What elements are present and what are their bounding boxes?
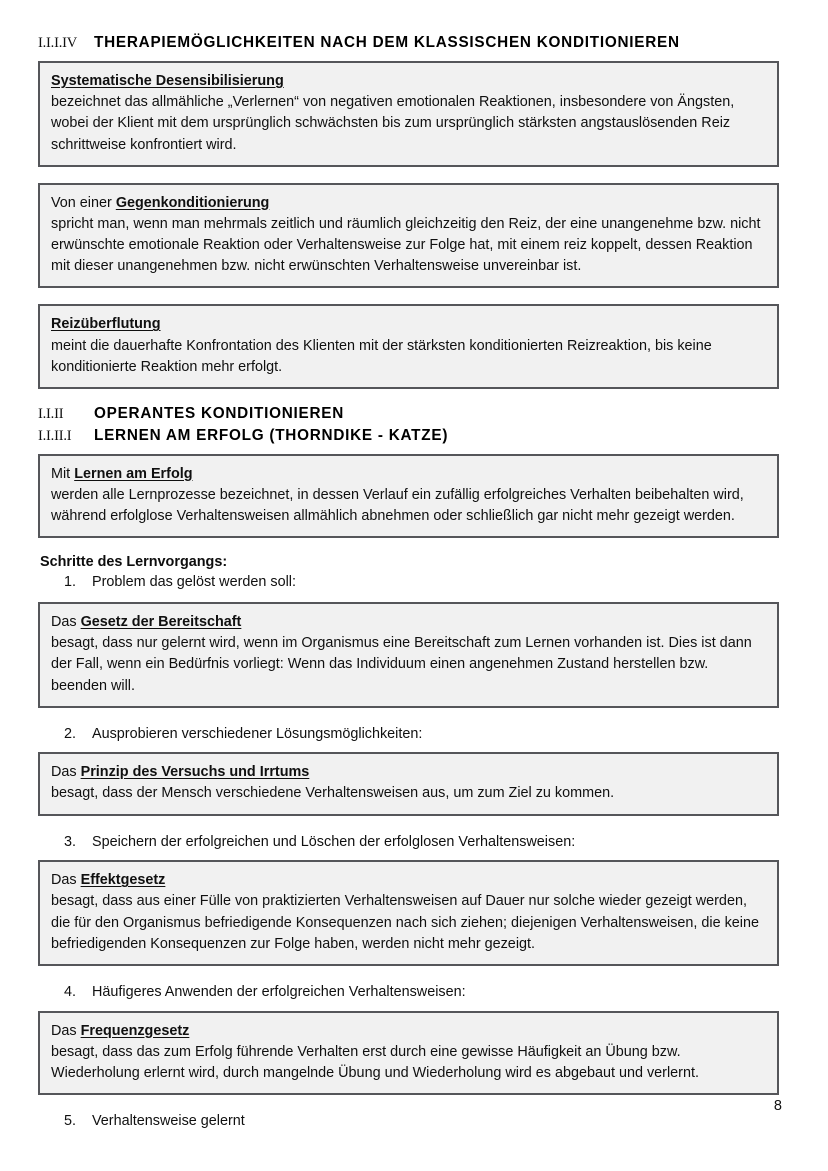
definition-body: bezeichnet das allmähliche „Verlernen“ von negativen emotionalen Reaktionen, insbesondere von Ängsten, wobei der Klient mit dem ursprünglich schwächsten bis zum ursprünglich stärksten angstauslösenden Reiz schrittweise konfrontiert wird. (51, 94, 735, 153)
definition-lead: Das (51, 1022, 81, 1039)
list-item-label: Verhaltensweise gelernt (92, 1113, 245, 1130)
definition-lead: Von einer (51, 194, 116, 211)
definition-box-effektgesetz (38, 860, 779, 966)
section-number: I.I.I.IV (38, 35, 78, 51)
section-number: I.I.II.I (38, 427, 72, 444)
list-item (38, 572, 780, 594)
definition-box-systematische-desensibilisierung (38, 61, 779, 167)
section-title: LERNEN AM ERFOLG (THORNDIKE - KATZE) (94, 426, 449, 444)
definition-lead: Das (51, 764, 81, 781)
definition-heading-line (51, 870, 766, 891)
list-item-index: 2. (64, 725, 77, 742)
page-number: 8 (773, 1098, 782, 1114)
definition-term: Prinzip des Versuchs und Irrtums (80, 764, 310, 781)
definition-lead: Das (51, 872, 81, 889)
definition-body: besagt, dass das zum Erfolg führende Verhalten erst durch eine gewisse Häufigkeit an Übung bzw. Wiederholung erlernt wird, durch mangelnde Übung und Wiederholung wird es abgebaut und verlernt. (51, 1043, 699, 1081)
definition-heading-line (51, 464, 766, 485)
list-item-index: 1. (64, 574, 77, 591)
list-item (38, 832, 780, 854)
definition-heading-line (51, 193, 766, 214)
list-item-label: Ausprobieren verschiedener Lösungsmöglichkeiten: (92, 725, 423, 742)
definition-term: Systematische Desensibilisierung (51, 73, 284, 89)
definition-term: Reizüberflutung (51, 316, 161, 333)
section-title: OPERANTES KONDITIONIEREN (94, 404, 345, 422)
definition-box-lernen-am-erfolg (38, 454, 779, 539)
list-item-label: Speichern der erfolgreichen und Löschen der erfolglosen Verhaltensweisen: (92, 833, 576, 850)
list-item-index: 5. (64, 1113, 77, 1130)
list-item (38, 724, 780, 746)
definition-body: besagt, dass aus einer Fülle von praktizierten Verhaltensweisen auf Dauer nur solche wieder gezeigt werden, die für den Organismus befriedigende Konsequenzen nach sich ziehen; diejenigen Verhaltensweisen, die keine befriedigenden Konsequenzen zur Folge haben, werden nicht mehr gezeigt. (51, 893, 760, 952)
definition-heading-line (51, 1021, 766, 1042)
definition-body: spricht man, wenn man mehrmals zeitlich und räumlich gleichzeitig den Reiz, der eine unangenehme bzw. nicht erwünschte emotionale Reaktion oder Verhaltensweise zur Folge hat, mit einem reiz koppelt, dessen Reaktion mit dieser unangenehmen bzw. nicht erwünschten Verhaltensweise unvereinbar ist. (51, 215, 761, 275)
section-heading-lernen-am-erfolg (38, 427, 780, 445)
steps-list-title: Schritte des Lernvorgangs: (40, 554, 228, 571)
section-title: THERAPIEMÖGLICHKEITEN NACH DEM KLASSISCHEN KONDITIONIEREN (94, 34, 680, 51)
definition-heading-line (51, 762, 766, 783)
definition-term: Lernen am Erfolg (74, 465, 193, 482)
definition-lead: Das (51, 614, 81, 631)
definition-box-frequenzgesetz (38, 1011, 779, 1096)
list-item (38, 1111, 780, 1133)
section-heading-operantes-konditionieren (38, 405, 780, 423)
section-number: I.I.II (38, 405, 64, 422)
definition-term: Effektgesetz (80, 872, 166, 889)
definition-heading-line (51, 314, 766, 335)
definition-heading-line (51, 71, 766, 92)
definition-body: besagt, dass der Mensch verschiedene Verhaltensweisen aus, um zum Ziel zu kommen. (51, 785, 615, 802)
definition-term: Gesetz der Bereitschaft (80, 614, 242, 631)
list-item-index: 3. (64, 833, 77, 850)
definition-body: besagt, dass nur gelernt wird, wenn im Organismus eine Bereitschaft zum Lernen vorhanden ist. Dies ist dann der Fall, wenn ein Bedürfnis vorliegt: Wenn das Individuum einen angenehmen Zustand herstellen bzw. beenden will. (51, 635, 752, 694)
section-heading-therapiemoeglichkeiten (38, 34, 780, 52)
definition-lead: Mit (51, 465, 75, 482)
definition-body: werden alle Lernprozesse bezeichnet, in dessen Verlauf ein zufällig erfolgreiches Verhalten beibehalten wird, während erfolglose Verhaltensweisen allmählich abnehmen oder schließlich gar nicht mehr gezeigt werden. (51, 487, 744, 525)
definition-term: Gegenkonditionierung (115, 194, 270, 211)
definition-term: Frequenzgesetz (80, 1022, 190, 1039)
definition-box-reizueberflutung (38, 304, 779, 389)
list-item (38, 982, 780, 1004)
definition-box-prinzip-versuch-irrtum (38, 752, 779, 815)
definition-body: meint die dauerhafte Konfrontation des Klienten mit der stärksten konditionierten Reizreaktion, bis keine konditionierte Reaktion mehr erfolgt. (51, 337, 712, 375)
list-item-index: 4. (64, 983, 77, 1000)
list-item-label: Problem das gelöst werden soll: (92, 574, 296, 591)
definition-box-gegenkonditionierung (38, 183, 779, 289)
definition-heading-line (51, 612, 766, 633)
list-item-label: Häufigeres Anwenden der erfolgreichen Verhaltensweisen: (92, 983, 466, 1000)
definition-box-gesetz-der-bereitschaft (38, 602, 779, 708)
